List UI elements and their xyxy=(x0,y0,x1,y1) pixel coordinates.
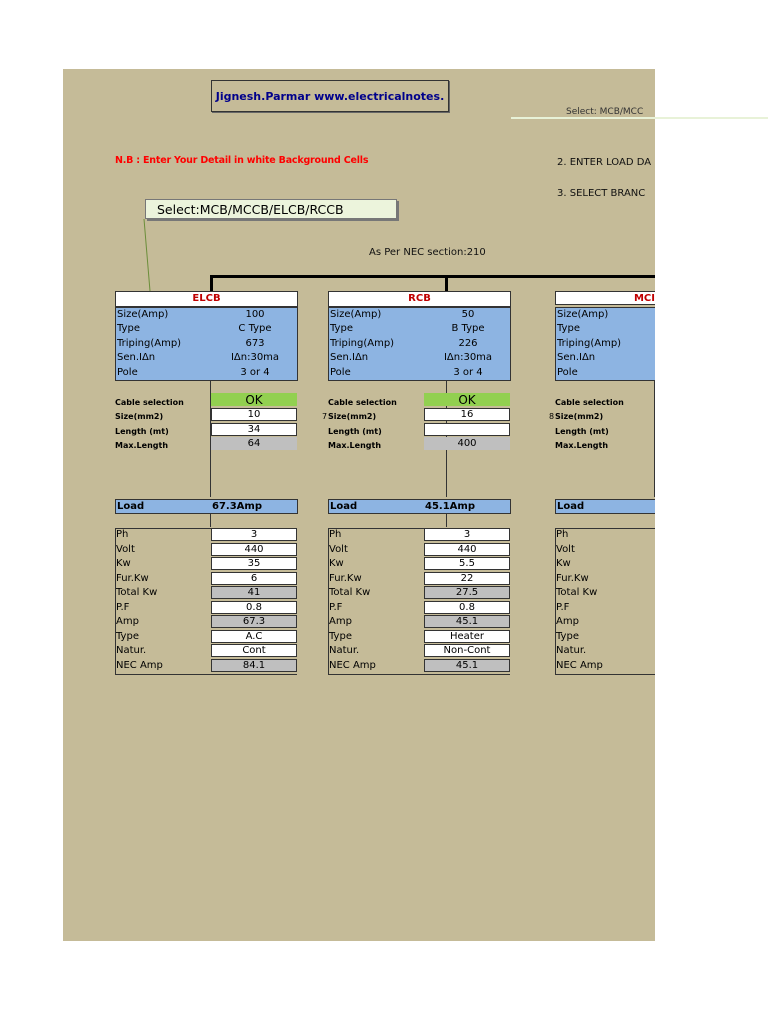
max-length-label: Max.Length xyxy=(328,441,382,450)
cable-row-number: 8 xyxy=(549,412,555,421)
load-row-amp: Amp xyxy=(556,616,579,627)
load-row-pf: P.F xyxy=(556,601,570,613)
max-length-value: 64 xyxy=(211,437,297,450)
load-row-kw: Kw xyxy=(556,558,571,569)
max-length-value: 400 xyxy=(424,437,510,450)
spec-row-tripping: Triping(Amp) 673 xyxy=(117,337,265,349)
spec-row-pole: Pole xyxy=(557,366,578,378)
spec-row-sensitivity: Sen.IΔn IΔn:30ma xyxy=(117,352,280,364)
load-row-type: Type Heater xyxy=(328,630,511,645)
cable-size-input[interactable]: 16 xyxy=(424,408,510,421)
load-row-nec-amp: NEC Amp 84.1 xyxy=(115,659,298,674)
cable-status-ok: OK xyxy=(211,393,297,406)
load-row-ph: Ph 3 xyxy=(115,528,298,543)
load-row-nature: Natur. Cont xyxy=(115,644,298,659)
load-row-amp: Amp 45.1 xyxy=(328,615,511,630)
select-device-dropdown[interactable] xyxy=(145,199,397,219)
load-row-total-kw: Total Kw xyxy=(556,587,598,598)
cable-length-input[interactable] xyxy=(424,423,510,436)
drop-line-1 xyxy=(210,275,213,291)
max-length-label: Max.Length xyxy=(555,441,609,450)
load-row-type: Type A.C xyxy=(115,630,298,645)
panel-title: ELCB xyxy=(115,291,298,307)
load-row-fur-kw: Fur.Kw 22 xyxy=(328,572,511,587)
spec-row-tripping: Triping(Amp) 226 xyxy=(330,337,478,349)
select-type-header-text: Select: MCB/MCC xyxy=(566,107,644,117)
load-row-total-kw: Total Kw 27.5 xyxy=(328,586,511,601)
spec-row-size: Size(Amp) 100 xyxy=(117,309,265,320)
note-text: N.B : Enter Your Detail in white Background Cells xyxy=(115,155,369,166)
load-row-volt: Volt 440 xyxy=(328,543,511,558)
nec-section-text: As Per NEC section:210 xyxy=(369,247,486,258)
panel-title: RCB xyxy=(328,291,511,307)
spec-row-size: Size(Amp) 50 xyxy=(330,309,475,320)
cable-size-label: Size(mm2) xyxy=(328,412,377,421)
load-row-kw: Kw 35 xyxy=(115,557,298,572)
step-3-text: 3. SELECT BRANC xyxy=(557,188,646,199)
spec-row-sensitivity: Sen.IΔn IΔn:30ma xyxy=(330,352,493,364)
author-title-box xyxy=(211,80,449,112)
select-type-bar xyxy=(511,117,655,119)
load-row-kw: Kw 5.5 xyxy=(328,557,511,572)
cable-length-label: Length (mt) xyxy=(555,427,609,436)
spec-row-pole: Pole 3 or 4 xyxy=(330,366,483,378)
max-length-label: Max.Length xyxy=(115,441,169,450)
spec-row-type: Type C Type xyxy=(117,323,272,335)
load-row-fur-kw: Fur.Kw 6 xyxy=(115,572,298,587)
cable-length-label: Length (mt) xyxy=(115,427,169,436)
load-row-nec-amp: NEC Amp 45.1 xyxy=(328,659,511,674)
spec-row-size: Size(Amp) xyxy=(557,309,609,320)
load-row-pf: P.F 0.8 xyxy=(115,601,298,616)
spec-row-sensitivity: Sen.IΔn xyxy=(557,352,596,364)
spec-row-tripping: Triping(Amp) xyxy=(557,337,622,349)
select-type-bar-extension xyxy=(655,117,768,119)
cable-selection-label: Cable selection xyxy=(555,398,624,407)
feed-line-3 xyxy=(654,379,655,497)
load-row-type: Type xyxy=(556,630,579,642)
load-row-fur-kw: Fur.Kw xyxy=(556,572,589,584)
cable-length-input[interactable]: 34 xyxy=(211,423,297,436)
spec-block xyxy=(555,307,655,381)
panel-title: MCI xyxy=(555,291,655,305)
load-row-total-kw: Total Kw 41 xyxy=(115,586,298,601)
spreadsheet-sheet xyxy=(63,69,655,941)
load-bar: Load 67.3Amp xyxy=(115,499,298,514)
spec-block xyxy=(328,307,511,381)
load-bar: Load xyxy=(555,499,655,514)
cable-size-label: Size(mm2) xyxy=(115,412,164,421)
load-row-pf: P.F 0.8 xyxy=(328,601,511,616)
spec-row-type: Type B Type xyxy=(330,323,485,335)
load-row-nature: Natur. Non-Cont xyxy=(328,644,511,659)
load-row-volt: Volt xyxy=(556,543,575,555)
load-row-volt: Volt 440 xyxy=(115,543,298,558)
load-row-ph: Ph xyxy=(556,529,569,540)
cable-status-ok: OK xyxy=(424,393,510,406)
step-2-text: 2. ENTER LOAD DA xyxy=(557,157,652,168)
drop-line-2 xyxy=(445,275,448,291)
load-row-nec-amp: NEC Amp xyxy=(556,659,603,671)
cable-selection-label: Cable selection xyxy=(328,398,397,407)
cable-selection-label: Cable selection xyxy=(115,398,184,407)
spec-row-type: Type xyxy=(557,323,580,335)
author-title: Jignesh.Parmar www.electricalnotes. xyxy=(215,89,445,103)
select-type-header xyxy=(511,107,655,117)
select-device-label: Select:MCB/MCCB/ELCB/RCCB xyxy=(157,201,344,217)
load-row-nature: Natur. xyxy=(556,645,587,656)
spec-block xyxy=(115,307,298,381)
bus-bar xyxy=(210,275,655,278)
load-row-amp: Amp 67.3 xyxy=(115,615,298,630)
cable-row-number: 7 xyxy=(322,412,328,421)
load-bar: Load 45.1Amp xyxy=(328,499,511,514)
cable-size-input[interactable]: 10 xyxy=(211,408,297,421)
callout-line xyxy=(141,219,153,291)
spec-row-pole: Pole 3 or 4 xyxy=(117,366,270,378)
load-row-ph: Ph 3 xyxy=(328,528,511,543)
cable-size-label: Size(mm2) xyxy=(555,412,604,421)
cable-length-label: Length (mt) xyxy=(328,427,382,436)
